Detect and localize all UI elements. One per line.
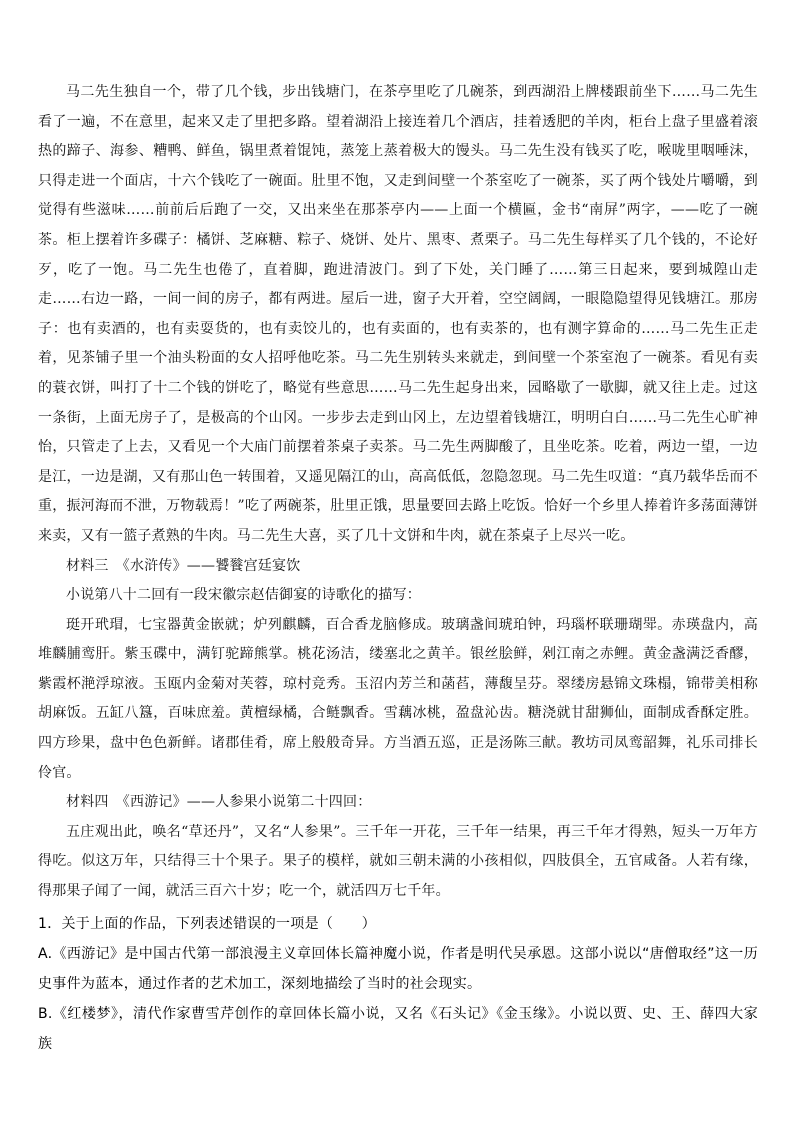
material-3-intro: 小说第八十二回有一段宋徽宗赵佶御宴的诗歌化的描写：: [66, 587, 421, 604]
material-3-heading: 材料三 《水浒传》——饕餮宫廷宴饮: [66, 557, 301, 574]
material-4-body: 五庄观出此，唤名“草还丹”，又名“人参果”。三千年一开花，三千年一结果，再三千年才得熟，短头一万年方得吃。似这万年，只结得三十个果子。果子的模样，就如三朝未满的小孩相似，四肢俱全，五官咸备。人若有缘，得那果子闻了一闻，就活三百六十岁；吃一个，就活四万七千年。: [38, 823, 758, 900]
material-4-heading: 材料四 《西游记》——人参果小说第二十四回：: [66, 794, 372, 811]
option-a: A.《西游记》是中国古代第一部浪漫主义章回体长篇神魔小说，作者是明代吴承恩。这部小说以“唐僧取经”这一历史事件为蓝本，通过作者的艺术加工，深刻地描绘了当时的社会现实。: [38, 945, 758, 992]
option-b: B.《红楼梦》，清代作家曹雪芹创作的章回体长篇小说，又名《石头记》《金玉缘》。小说以贾、史、王、薛四大家族: [38, 1005, 758, 1052]
question-stem: 1．关于上面的作品，下列表述错误的一项是（ ）: [38, 915, 377, 932]
material-2-paragraph: 马二先生独自一个，带了几个钱，步出钱塘门，在茶亭里吃了几碗茶，到西湖沿上牌楼跟前坐下……马二先生看了一遍，不在意里，起来又走了里把多路。望着湖沿上接连着几个酒店，挂着透肥的羊肉，柜台上盘子里盛着滚热的蹄子、海参、糟鸭、鲜鱼，锅里煮着馄饨，蒸笼上蒸着极大的馒头。马二先生没有钱买了吃，喉咙里咽唾沫，只得走进一个面店，十六个钱吃了一碗面。肚里不饱，又走到间壁一个茶室吃了一碗茶，买了两个钱处片嚼嚼，到觉得有些滋味……前前后后跑了一交，又出来坐在那茶亭内——上面一个横匾，金书“南屏”两字，——吃了一碗茶。柜上摆着许多碟子：橘饼、芝麻糖、粽子、烧饼、处片、黑枣、煮栗子。马二先生每样买了几个钱的，不论好歹，吃了一饱。马二先生也倦了，直着脚，跑进清波门。到了下处，关门睡了……第三日起来，要到城隍山走走……右边一路，一间一间的房子，都有两进。屋后一进，窗子大开着，空空阔阔，一眼隐隐望得见钱塘江。那房子：也有卖酒的，也有卖耍货的，也有卖饺儿的，也有卖面的，也有卖茶的，也有测字算命的……马二先生正走着，见茶铺子里一个油头粉面的女人招呼他吃茶。马二先生别转头来就走，到间壁一个茶室泡了一碗茶。看见有卖的蓑衣饼，叫打了十二个钱的饼吃了，略觉有些意思……马二先生起身出来，园略歇了一歇脚，就又往上走。过这一条街，上面无房子了，是极高的个山冈。一步步去走到山冈上，左边望着钱塘江，明明白白……马二先生心旷神怡，只管走了上去，又看见一个大庙门前摆着茶桌子卖茶。马二先生两脚酸了，且坐吃茶。吃着，两边一望，一边是江，一边是湖，又有那山色一转围着，又遥见隔江的山，高高低低，忽隐忽现。马二先生叹道：“真乃载华岳而不重，振河海而不泄，万物载焉！”吃了两碗茶，肚里正饿，思量要回去路上吃饭。恰好一个乡里人捧着许多荡面薄饼来卖，又有一篮子煮熟的牛肉。马二先生大喜，买了几十文饼和牛肉，就在茶桌子上尽兴一吃。: [38, 84, 758, 544]
page-content: [38, 78, 758, 1059]
material-3-body: 珽开玳瑁，七宝器黄金嵌就；炉列麒麟，百合香龙脑修成。玻璃盏间琥珀钟，玛瑙杯联珊瑚斝。赤瑛盘内，高堆麟脯鸾肝。紫玉碟中，满钉驼蹄熊掌。桃花汤洁，缕塞北之黄羊。银丝脍鲜，剁江南之赤鲤。黄金盏满泛香醪，紫霞杯滟浮琼液。玉瓯内金菊对芙蓉，琼村竞秀。玉沼内芳兰和菡萏，薄馥呈芬。翠缕房悬锦文珠榻，锦带美相称胡麻饭。五缸八簋，百味庶羞。黄檀绿橘，合鲢飘香。雪藕冰桃，盈盘沁齿。糖浇就甘甜狮仙，面制成香酥定胜。四方珍果，盘中色色新鲜。诸郡佳肴，席上般般奇异。方当酒五巡，正是汤陈三献。教坊司凤鸾韶舞，礼乐司排长伶官。: [38, 616, 758, 781]
